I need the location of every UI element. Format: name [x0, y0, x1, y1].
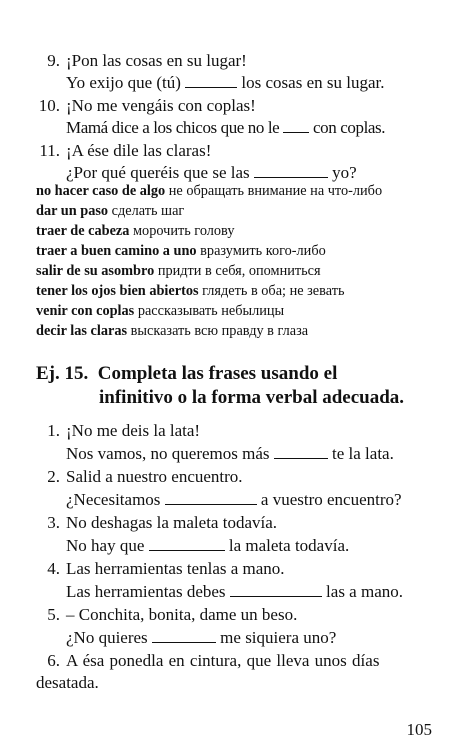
item-number: 10. — [38, 96, 60, 115]
item-prompt: ¡Pon las cosas en su lugar! — [66, 51, 247, 70]
glossary-term: traer de cabeza — [36, 223, 130, 239]
glossary-term: dar un paso — [36, 203, 109, 219]
answer-blank — [283, 119, 309, 133]
glossary-entry — [36, 321, 308, 341]
item-number: 11. — [39, 141, 60, 160]
answer-text-after: con coplas. — [309, 118, 386, 137]
answer-text-before: ¿Por qué queréis que se las — [66, 163, 254, 182]
answer-blank — [230, 583, 322, 597]
item-answer-line — [66, 117, 385, 139]
item-prompt: Salid a nuestro encuentro. — [66, 467, 243, 486]
glossary-entry — [36, 181, 382, 201]
answer-text-before: Las herramientas debes — [66, 582, 230, 601]
item-prompt: ¡No me deis la lata! — [66, 421, 201, 440]
glossary-term: no hacer caso de algo — [36, 183, 166, 199]
answer-text-before: Yo exijo que (tú) — [66, 73, 186, 92]
item-prompt: – Conchita, bonita, dame un beso. — [66, 605, 298, 624]
answer-text-before: ¿Necesitamos — [66, 490, 165, 509]
glossary-term: salir de su asombro — [36, 263, 155, 279]
item-prompt: ¡A ése dile las claras! — [66, 141, 212, 160]
glossary-entry — [36, 261, 321, 281]
item-prompt: A ésa ponedla en cintura, que lleva unos días — [66, 651, 380, 670]
answer-blank — [254, 164, 328, 178]
exercise-title-line-1: Completa las frases usando el — [97, 363, 338, 384]
glossary-translation: вразумить кого-либо — [200, 243, 326, 259]
item-answer-line — [66, 535, 349, 557]
glossary-translation: морочить голову — [133, 223, 235, 239]
glossary-term: venir con coplas — [36, 303, 135, 319]
answer-blank — [165, 491, 257, 505]
item-prompt: No deshagas la maleta todavía. — [66, 513, 278, 532]
item-answer-line — [66, 72, 385, 94]
item-answer-line — [66, 581, 403, 603]
answer-text-after: los cosas en su lugar. — [237, 73, 385, 92]
exercise-heading — [36, 362, 337, 386]
glossary-entry — [36, 301, 284, 321]
item-number: 3. — [47, 513, 60, 532]
answer-text-after: yo? — [327, 163, 357, 182]
exercise-title-line-2: infinitivo o la forma verbal adecuada. — [99, 387, 405, 408]
glossary-translation: высказать всю правду в глаза — [130, 323, 309, 339]
answer-text-after: a vuestro encuentro? — [256, 490, 402, 509]
glossary-term: tener los ojos bien abiertos — [36, 283, 199, 299]
glossary-translation: рассказывать небылицы — [137, 303, 285, 319]
answer-blank — [274, 445, 328, 459]
item-prompt: Las herramientas tenlas a mano. — [66, 559, 285, 578]
glossary-term: traer a buen camino a uno — [36, 243, 197, 259]
answer-blank — [152, 629, 216, 643]
item-answer-line — [66, 443, 394, 465]
item-number: 4. — [47, 559, 60, 578]
glossary-translation: глядеть в оба; не зевать — [202, 283, 345, 299]
item-number: 9. — [47, 51, 60, 70]
item-number: 5. — [47, 605, 60, 624]
answer-text-after: la maleta todavía. — [224, 536, 350, 555]
glossary-term: decir las claras — [36, 323, 128, 339]
item-number: 1. — [47, 421, 60, 440]
item-number: 2. — [47, 467, 60, 486]
item-answer-line — [66, 627, 336, 649]
answer-text-after: me siquiera uno? — [215, 628, 337, 647]
item-answer-line — [66, 489, 402, 511]
answer-text-before: Mamá dice a los chicos que no le — [66, 118, 284, 137]
glossary-entry — [36, 241, 326, 261]
answer-text-before: No hay que — [66, 536, 149, 555]
item-continuation: desatada. — [36, 673, 99, 692]
page-number: 105 — [406, 720, 432, 739]
answer-text-after: te la lata. — [327, 444, 394, 463]
answer-text-before: ¿No quieres — [66, 628, 152, 647]
exercise-label: Ej. 15. — [36, 363, 89, 384]
item-prompt: ¡No me vengáis con coplas! — [66, 96, 256, 115]
answer-text-before: Nos vamos, no queremos más — [66, 444, 274, 463]
answer-blank — [185, 74, 237, 88]
item-number: 6. — [47, 651, 60, 670]
glossary-entry — [36, 201, 184, 221]
glossary-translation: не обращать внимание на что-либо — [168, 183, 383, 199]
glossary-entry — [36, 221, 234, 241]
glossary-translation: придти в себя, опомниться — [157, 263, 321, 279]
answer-blank — [149, 537, 225, 551]
glossary-entry — [36, 281, 344, 301]
glossary-translation: сделать шаг — [111, 203, 185, 219]
answer-text-after: las a mano. — [321, 582, 403, 601]
